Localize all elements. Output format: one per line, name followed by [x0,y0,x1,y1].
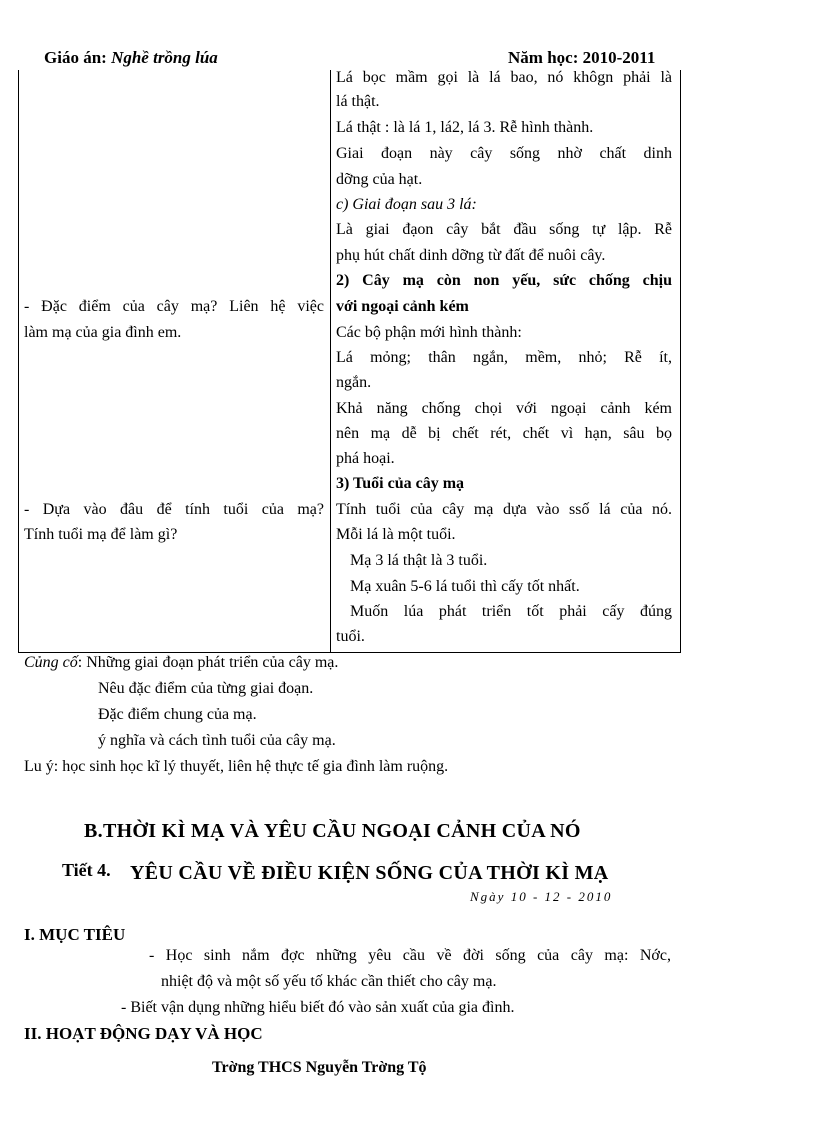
consolidation-label: Củng cố [24,654,78,671]
table-border-middle [330,70,331,652]
table-right-line: Mạ 3 lá thật là 3 tuổi. [350,552,488,569]
consolidation-line: Đặc điểm chung của mạ. [98,706,257,723]
consolidation-line: Nêu đặc điểm của từng giai đoạn. [98,680,314,697]
table-right-line: Giai đoạn này cây sống nhờ chất dinh [336,145,672,162]
table-right-heading: 3) Tuổi của cây mạ [336,475,465,492]
header-subject: Nghề trồng lúa [111,48,218,67]
consolidation-line: ý nghĩa và cách tình tuổi của cây mạ. [98,732,336,749]
table-right-line: Muốn lúa phát triển tốt phải cấy đúng [350,603,672,620]
table-left-line: - Dựa vào đâu để tính tuổi của mạ? [24,501,324,518]
objective-item: - Học sinh nắm đợc những yêu cầu về đời sống của cây mạ: Nớc, [149,947,671,964]
header-label: Giáo án: [44,48,107,67]
table-right-line: phá hoại. [336,450,395,467]
table-right-line: Lá bọc mầm gọi là lá bao, nó khôgn phải là [336,69,672,86]
objective-item: - Biết vận dụng những hiểu biết đó vào sản xuất của gia đình. [121,999,515,1016]
consolidation-line [24,650,338,676]
table-right-line: Là giai đạon cây bắt đầu sống tự lập. Rễ [336,221,672,238]
footer-school: Trờng THCS Nguyễn Trờng Tộ [212,1059,427,1076]
table-right-line: dỡng của hạt. [336,171,423,188]
table-right-line: Mỗi lá là một tuổi. [336,526,456,543]
table-right-line: Lá thật : là lá 1, lá2, lá 3. Rễ hình thành. [336,119,594,136]
table-right-heading: với ngoại cảnh kém [336,298,469,315]
header-right: Năm học: 2010-2011 [508,48,656,67]
objectives-heading: I. MỤC TIÊU [24,925,126,944]
table-right-line: c) Giai đoạn sau 3 lá: [336,196,477,213]
table-right-line: Lá mỏng; thân ngắn, mềm, nhỏ; Rễ ít, [336,349,672,366]
table-right-line: tuổi. [336,628,365,645]
table-right-line: ngắn. [336,374,372,391]
table-right-line: Khả năng chống chọi với ngoại cảnh kém [336,400,672,417]
table-right-line: Các bộ phận mới hình thành: [336,324,522,341]
table-right-line: phụ hút chất dinh dỡng từ đất để nuôi cây. [336,247,606,264]
lesson-title: YÊU CẦU VỀ ĐIỀU KIỆN SỐNG CỦA THỜI KÌ MẠ [130,862,609,884]
table-border-left [18,70,19,652]
objective-item: nhiệt độ và một số yếu tố khác cần thiết cho cây mạ. [161,973,497,990]
lesson-label: Tiết 4. [62,860,111,880]
table-right-heading: 2) Cây mạ còn non yếu, sức chống chịu [336,272,672,289]
activities-heading: II. HOẠT ĐỘNG DẠY VÀ HỌC [24,1024,263,1043]
section-title: B.THỜI KÌ MẠ VÀ YÊU CẦU NGOẠI CẢNH CỦA NÓ [84,820,581,842]
table-right-line: Tính tuổi của cây mạ dựa vào ssố lá của nó. [336,501,672,518]
table-left-line: - Đặc điểm của cây mạ? Liên hệ việc [24,298,324,315]
table-right-line: nên mạ dễ bị chết rét, chết vì hạn, sâu bọ [336,425,672,442]
table-right-line: lá thật. [336,93,380,110]
consolidation-text: : Những giai đoạn phát triển của cây mạ. [77,654,339,671]
table-right-line: Mạ xuân 5-6 lá tuổi thì cấy tốt nhất. [350,578,580,595]
table-left-line: làm mạ của gia đình em. [24,324,182,341]
lesson-date: Ngày 10 - 12 - 2010 [470,889,613,904]
header-left [44,48,218,68]
table-left-line: Tính tuổi mạ để làm gì? [24,526,178,543]
note-line: Lu ý: học sinh học kĩ lý thuyết, liên hệ thực tế gia đình làm ruộng. [24,758,449,775]
